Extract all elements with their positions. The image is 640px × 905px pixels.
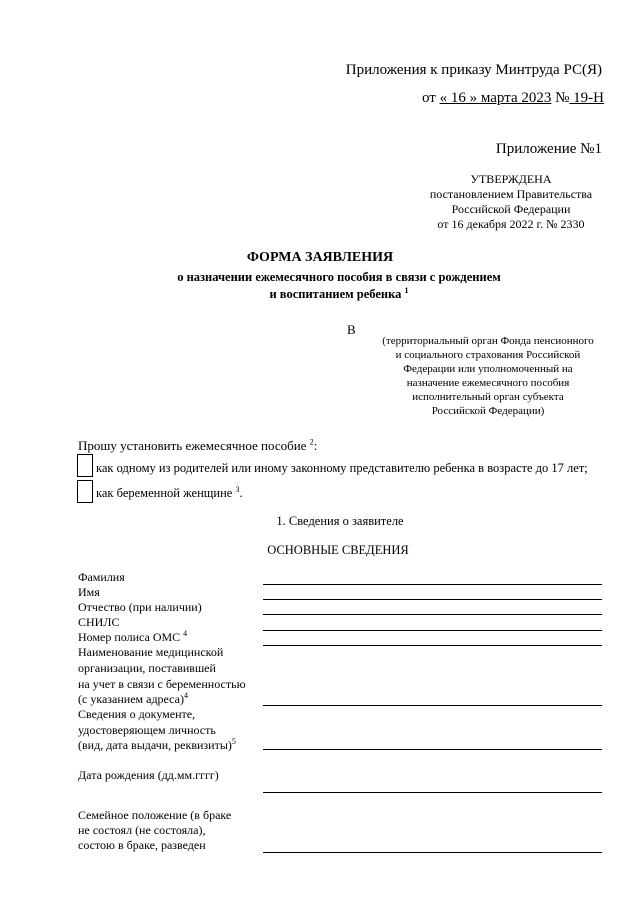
medorg-label-4-text: (с указанием адреса)	[78, 692, 184, 706]
recipient-prefix: В	[347, 322, 356, 337]
patronymic-label: Отчество (при наличии)	[78, 600, 202, 614]
name-field[interactable]	[263, 599, 602, 600]
surname-field[interactable]	[263, 584, 602, 585]
medorg-label-2: организации, поставившей	[78, 661, 216, 675]
approval-line-3: Российской Федерации	[451, 202, 571, 216]
form-subtitle-2	[0, 287, 640, 302]
recipient-line: Федерации или уполномоченный на	[403, 363, 573, 375]
option-pregnant-text: как беременной женщине	[96, 486, 233, 500]
medorg-label-3: на учет в связи с беременностью	[78, 677, 246, 691]
form-title: ФОРМА ЗАЯВЛЕНИЯ	[246, 250, 394, 265]
appendix-title: Приложения к приказу Минтруда РС(Я)	[345, 62, 602, 78]
footnote-marker: 5	[231, 737, 236, 746]
document-label-2: удостоверяющем личность	[78, 723, 216, 737]
order-prefix: от	[422, 90, 436, 106]
footnote-marker: 4	[183, 691, 188, 700]
request-text-suffix: :	[313, 438, 318, 453]
document-label-3-text: (вид, дата выдачи, реквизиты)	[78, 738, 232, 752]
birthdate-field[interactable]	[263, 792, 602, 793]
document-label-1: Сведения о документе,	[78, 707, 196, 721]
birthdate-label: Дата рождения (дд.мм.гггг)	[78, 768, 219, 782]
family-status-field[interactable]	[263, 852, 602, 853]
request-text	[78, 438, 317, 454]
family-label-3: состою в браке, разведен	[78, 838, 206, 852]
surname-label: Фамилия	[78, 570, 125, 584]
appendix-number: Приложение №1	[495, 141, 602, 157]
recipient-line: (территориальный орган Фонда пенсионного	[382, 335, 594, 347]
section-title: 1. Сведения о заявителе	[276, 514, 404, 528]
request-text-body: Прошу установить ежемесячное пособие	[78, 438, 307, 453]
name-label: Имя	[78, 585, 100, 599]
approval-line-1: УТВЕРЖДЕНА	[470, 172, 552, 186]
approval-block	[420, 172, 602, 232]
order-date: « 16 » марта 2023	[439, 90, 552, 106]
recipient-line: исполнительный орган субъекта	[412, 391, 564, 403]
medorg-label-4	[78, 692, 188, 706]
recipient-description	[366, 334, 610, 418]
form-subtitle-2-text: и воспитанием ребенка	[269, 287, 402, 301]
option-pregnant-checkbox[interactable]	[77, 480, 93, 503]
approval-line-2: постановлением Правительства	[429, 187, 593, 201]
recipient-line: назначение ежемесячного пособия	[406, 377, 570, 389]
form-subtitle-1: о назначении ежемесячного пособия в связи с рождением	[177, 270, 501, 284]
medorg-label-1: Наименование медицинской	[78, 645, 224, 659]
order-number: 19-Н	[569, 90, 604, 106]
recipient-line: Российской Федерации)	[431, 405, 545, 417]
option-parent-checkbox[interactable]	[77, 454, 93, 477]
snils-label: СНИЛС	[78, 615, 120, 629]
family-label-1: Семейное положение (в браке	[78, 808, 232, 822]
medorg-field[interactable]	[263, 705, 602, 706]
footnote-marker: 2	[309, 437, 314, 447]
snils-field[interactable]	[263, 630, 602, 631]
order-reference	[422, 90, 604, 107]
option-parent-label: как одному из родителей или иному законному представителю ребенка в возрасте до 17 лет;	[96, 461, 588, 475]
patronymic-field[interactable]	[263, 614, 602, 615]
footnote-marker: 1	[404, 285, 409, 295]
recipient-line: и социального страхования Российской	[395, 349, 581, 361]
oms-label	[78, 630, 187, 644]
footnote-marker: 4	[183, 629, 188, 638]
oms-label-text: Номер полиса ОМС	[78, 630, 181, 644]
approval-line-4: от 16 декабря 2022 г. № 2330	[437, 217, 585, 231]
family-label-2: не состоял (не состояла),	[78, 823, 206, 837]
option-pregnant-label	[96, 486, 243, 501]
option-pregnant-suffix: .	[239, 486, 243, 500]
footnote-marker: 3	[235, 484, 240, 494]
oms-field[interactable]	[263, 645, 602, 646]
order-number-label: №	[555, 90, 570, 106]
section-subtitle: ОСНОВНЫЕ СВЕДЕНИЯ	[267, 543, 409, 557]
document-field[interactable]	[263, 749, 602, 750]
document-label-3	[78, 738, 236, 752]
